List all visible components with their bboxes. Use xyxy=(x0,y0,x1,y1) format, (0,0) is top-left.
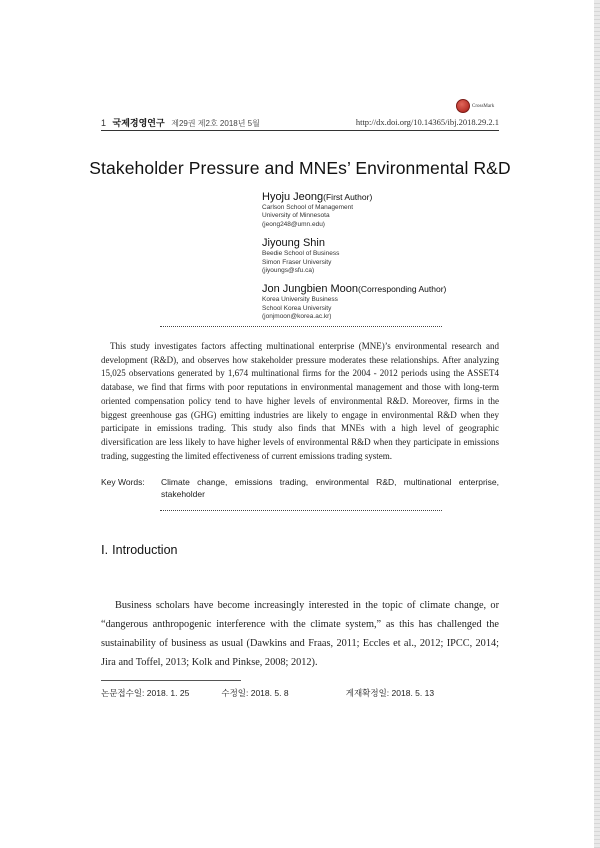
author-name: Jon Jungbien Moon xyxy=(262,283,359,296)
page-edge xyxy=(594,0,600,848)
author-name: Jiyoung Shin xyxy=(262,237,325,250)
abstract-bottom-divider xyxy=(160,510,442,511)
footnote-dates xyxy=(101,687,434,699)
paper-title: Stakeholder Pressure and MNEs’ Environmental R&D xyxy=(89,158,511,178)
author-role: (First Author) xyxy=(323,192,373,202)
keywords xyxy=(101,476,499,500)
crossmark-badge[interactable] xyxy=(456,99,494,113)
page-number: 1 xyxy=(101,118,107,128)
revised-date: 수정일: 2018. 5. 8 xyxy=(221,688,289,698)
author-entry xyxy=(262,191,522,229)
intro-body xyxy=(101,596,499,672)
author-email[interactable]: (jonjmoon@korea.ac.kr) xyxy=(262,313,332,321)
abstract-top-divider xyxy=(160,326,442,327)
author-entry xyxy=(262,237,522,275)
crossmark-label: CrossMark xyxy=(472,103,495,109)
running-header xyxy=(101,116,260,129)
author-affiliation: Simon Fraser University xyxy=(262,258,332,266)
author-affiliation: University of Minnesota xyxy=(262,212,330,220)
footnote-rule xyxy=(101,680,241,681)
doi-link[interactable]: http://dx.doi.org/10.14365/ibj.2018.29.2.1 xyxy=(355,117,499,127)
header-rule xyxy=(101,130,499,131)
author-email[interactable]: (jiyoungs@sfu.ca) xyxy=(262,267,315,275)
accepted-date: 게재확정일: 2018. 5. 13 xyxy=(345,688,435,698)
keywords-value: Climate change, emissions trading, environmental R&D, multinational enterprise, stakeholder xyxy=(161,477,499,499)
abstract-text: This study investigates factors affecting multinational enterprise (MNE)’s environmental research and development (R&D), and observes how stakeholder pressure moderates these relationships. After analyzing 15,025 observations generated by 1,674 multinational firms for the 2004 - 2012 periods using the ASSET4 database, we find that firms with poor reputations in environmental management and those with long-term oriented compensation policy tend to have higher levels of environmental R&D. Moreover, firms in the biggest greenhouse gas (GHG) emitting industries are likely to engage in environmental R&D when they participate in emissions trading. This study also finds that MNEs with a high level of geographic diversification are less likely to have higher levels of environmental R&D when they participate in emissions trading, suggesting the limited effectiveness of current emissions trading system. xyxy=(101,341,499,461)
journal-name: 국제경영연구 xyxy=(112,118,165,128)
section-title: Introduction xyxy=(112,543,178,557)
intro-paragraph: Business scholars have become increasingly interested in the topic of climate change, or “dangerous anthropogenic interference with the climate system,” as this has challenged the sustainability of business as usual (Dawkins and Fraas, 2011; Eccles et al., 2012; IPCC, 2014; Jira and Toffel, 2013; Kolk and Pinkse, 2008; 2012). xyxy=(101,600,499,668)
crossmark-icon xyxy=(456,99,470,113)
author-email[interactable]: (jeong248@umn.edu) xyxy=(262,220,325,228)
received-date: 논문접수일: 2018. 1. 25 xyxy=(101,688,190,698)
issue-info: 제29권 제2호 2018년 5월 xyxy=(171,119,260,128)
author-affiliation: Beedie School of Business xyxy=(262,250,340,258)
author-name-line xyxy=(262,237,522,250)
author-affiliation: Carlson School of Management xyxy=(262,204,354,211)
abstract xyxy=(101,340,499,463)
author-role: (Corresponding Author) xyxy=(358,284,447,295)
section-heading xyxy=(101,542,178,557)
author-name-line xyxy=(262,191,522,204)
author-entry xyxy=(262,283,522,321)
author-name: Hyoju Jeong xyxy=(262,191,324,203)
author-affiliation: School Korea University xyxy=(262,304,332,312)
section-number: Ⅰ. xyxy=(101,543,109,557)
author-affiliation: Korea University Business xyxy=(262,296,338,304)
author-name-line xyxy=(262,283,522,296)
author-block xyxy=(262,191,522,330)
keywords-label: Key Words: xyxy=(101,477,145,487)
